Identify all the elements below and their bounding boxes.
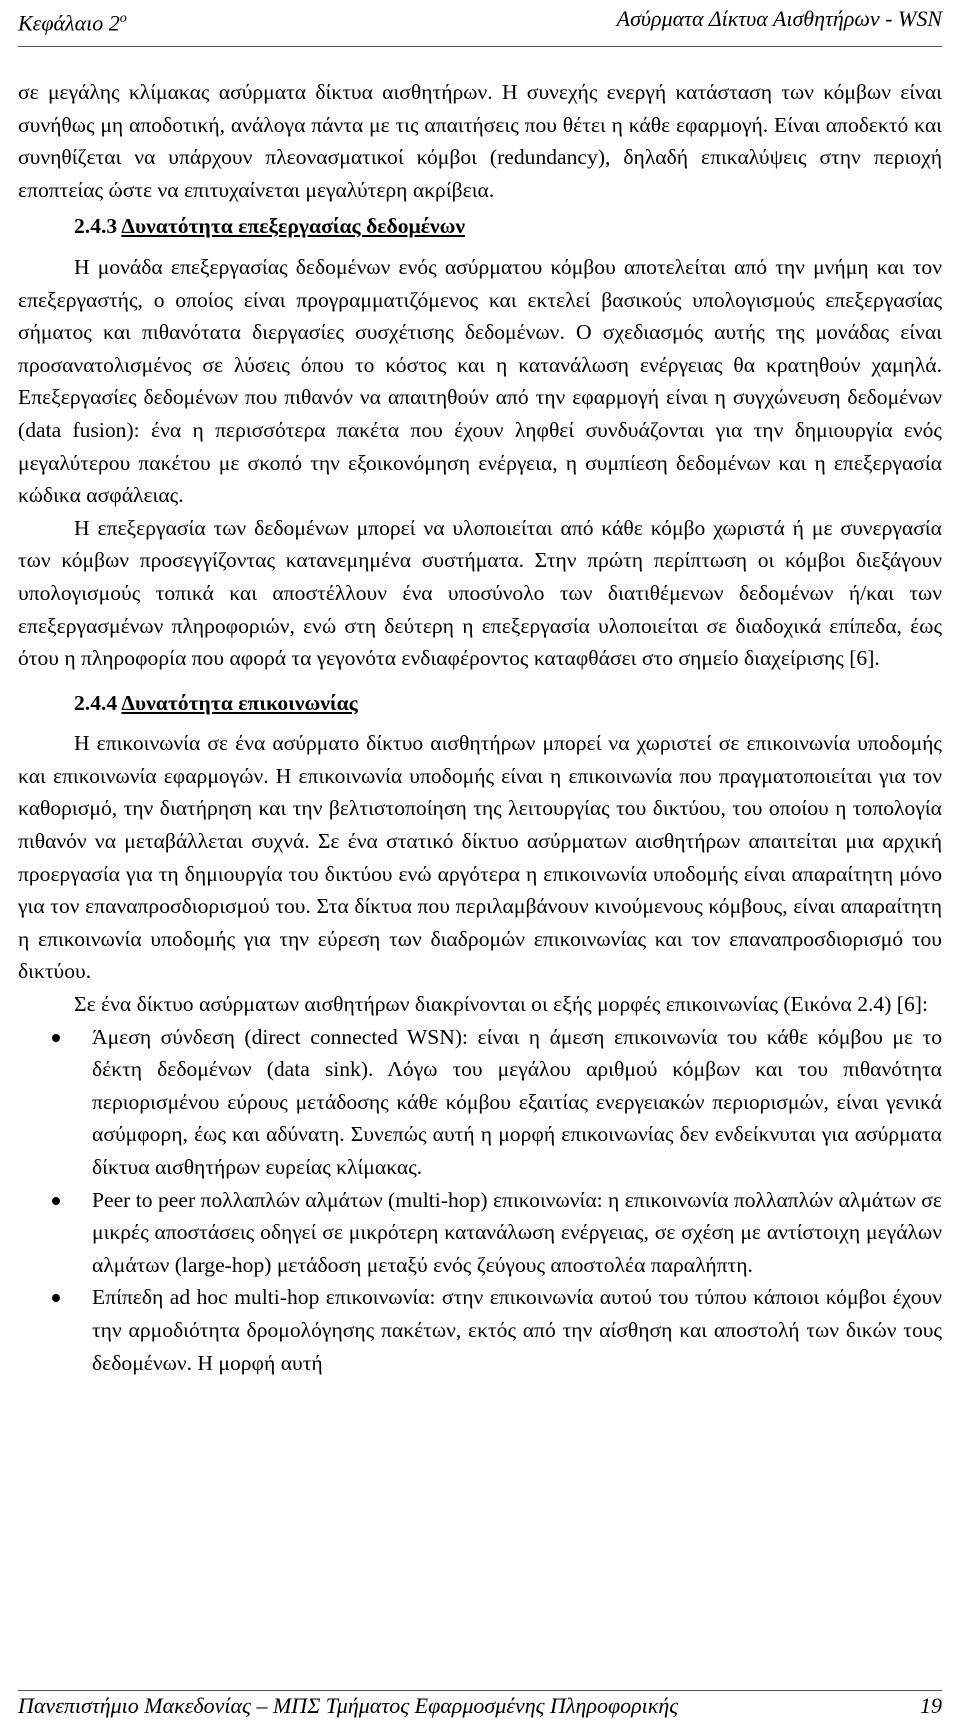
paragraph-communication: Η επικοινωνία σε ένα ασύρματο δίκτυο αισθητήρων μπορεί να χωριστεί σε επικοινωνία υποδομής και επικοινωνία εφαρμογών. Η επικοινωνία υποδομής είναι η επικοινωνία που πραγματοποιείται για τον καθορισμό, την διατήρηση και την βελτιστοποίηση της λειτουργίας του δικτύου, του οποίου η τοπολογία πιθανόν να μεταβάλλεται συχνά. Σε ένα στατικό δίκτυο ασύρματων αισθητήρων απαιτείται μια αρχική προεργασία για τη δημιουργία του δικτύου ενώ αργότερα η επικοινωνία υποδομής είναι απαραίτητη μόνο για τον επαναπροσδιορισμού του. Στα δίκτυα που περιλαμβάνουν κινούμενους κόμβους, είναι απαραίτητη η επικοινωνία υποδομής για την εύρεση των διαδρομών επικοινωνίας και τον επαναπροσδιορισμό του δικτύου.	[18, 731, 942, 984]
list-item	[18, 1184, 942, 1282]
page-header	[18, 6, 942, 47]
section-heading-2-4-4	[18, 687, 942, 720]
communication-forms-list	[18, 1021, 942, 1380]
list-item-text: Άμεση σύνδεση (direct connected WSN): είναι η άμεση επικοινωνία του κάθε κόμβου με το δέκτη δεδομένων (data sink). Λόγω του μεγάλου αριθμού κόμβων και του πιθανότητα περιορισμένου εύρους μετάδοσης κάθε κόμβου εξαιτίας ενεργειακών περιορισμών, είναι γενικά ασύμφορη, έως και αδύνατη. Συνεπώς αυτή η μορφή επικοινωνίας δεν ενδείκνυται για ασύρματα δίκτυα αισθητήρων ευρείας κλίμακας.	[92, 1024, 942, 1179]
section-title: Δυνατότητα επεξεργασίας δεδομένων	[121, 214, 466, 239]
list-item-text: Επίπεδη ad hoc multi-hop επικοινωνία: στην επικοινωνία αυτού του τύπου κάποιοι κόμβοι έχουν την αρμοδιότητα δρομολόγησης πακέτων, εκτός από την αίσθηση και αποστολή των δικών τους δεδομένων. Η μορφή αυτή	[92, 1285, 942, 1375]
bullet-icon	[52, 1034, 60, 1042]
section-heading-2-4-3	[18, 210, 942, 243]
section-number: 2.4.3	[74, 214, 118, 239]
paragraph-continuation: σε μεγάλης κλίμακας ασύρματα δίκτυα αισθητήρων. Η συνεχής ενεργή κατάσταση των κόμβων είναι συνήθως μη αποδοτική, ανάλογα πάντα με τις απαιτήσεις που θέτει η κάθε εφαρμογή. Είναι αποδεκτό και συνηθίζεται να υπάρχουν πλεονασματικοί κόμβοι (redundancy), δηλαδή επικαλύψεις στην περιοχή εποπτείας ώστε να επιτυχαίνεται μεγαλύτερη ακρίβεια.	[18, 80, 942, 202]
paragraph-communication-forms: Σε ένα δίκτυο ασύρματων αισθητήρων διακρίνονται οι εξής μορφές επικοινωνίας (Εικόνα 2.4) [6]:	[74, 992, 928, 1017]
bullet-icon	[52, 1197, 60, 1205]
bullet-icon	[52, 1294, 60, 1302]
page-footer	[18, 1690, 942, 1719]
list-item	[18, 1281, 942, 1379]
chapter-label	[18, 6, 127, 36]
chapter-topic: Ασύρματα Δίκτυα Αισθητήρων - WSN	[616, 6, 942, 31]
chapter-superscript: ο	[119, 11, 127, 26]
paragraph-processing-unit: Η μονάδα επεξεργασίας δεδομένων ενός ασύρματου κόμβου αποτελείται από την μνήμη και τον επεξεργαστής, ο οποίος είναι προγραμματιζόμενος και εκτελεί βασικούς υπολογισμούς επεξεργασίας σήματος και πιθανότατα διεργασίες συσχέτισης δεδομένων. Ο σχεδιασμός αυτής της μονάδας είναι προσανατολισμένος σε λύσεις όπου το κόστος και η κατανάλωση ενέργειας θα κρατηθούν χαμηλά. Επεξεργασίες δεδομένων που πιθανόν να απαιτηθούν από την εφαρμογή είναι η συγχώνευση δεδομένων (data fusion): ένα η περισσότερα πακέτα που έχουν ληφθεί συνδυάζονται για την δημιουργία ενός μεγαλύτερου πακέτου με σκοπό την εξοικονόμηση ενέργεια, η συμπίεση δεδομένων και η επεξεργασία κώδικα ασφάλειας.	[18, 254, 942, 508]
page-number: 19	[920, 1693, 942, 1718]
list-item	[18, 1021, 942, 1184]
paragraph-processing-methods: Η επεξεργασία των δεδομένων μπορεί να υλοποιείται από κάθε κόμβο χωριστά ή με συνεργασία των κόμβων προσεγγίζοντας κατανεμημένα συστήματα. Στην πρώτη περίπτωση οι κόμβοι διεξάγουν υπολογισμούς τοπικά και αποστέλλουν ένα υποσύνολο των διατιθέμενων δεδομένων ή/και των επεξεργασμένων πληροφοριών, ενώ στη δεύτερη η επεξεργασία υλοποιείται σε διαδοχικά επίπεδα, έως ότου η πληροφορία που αφορά τα γεγονότα ενδιαφέροντος καταφθάσει στο σημείο διαχείρισης [6].	[18, 515, 942, 671]
section-number: 2.4.4	[74, 690, 118, 715]
chapter-text: Κεφάλαιο 2	[18, 10, 120, 36]
footer-institution: Πανεπιστήμιο Μακεδονίας – ΜΠΣ Τμήματος Εφαρμοσμένης Πληροφορικής	[18, 1693, 679, 1718]
list-item-text: Peer to peer πολλαπλών αλμάτων (multi-hop) επικοινωνία: η επικοινωνία πολλαπλών αλμάτων σε μικρές αποστάσεις οδηγεί σε μικρότερη κατανάλωση ενέργειας, σε σχέση με αντίστοιχη μεγάλων αλμάτων (large-hop) μετάδοση μεταξύ ενός ζεύγους αποστολέα παραλήπτη.	[92, 1187, 942, 1277]
section-title: Δυνατότητα επικοινωνίας	[121, 690, 358, 715]
page-body	[18, 76, 942, 1379]
